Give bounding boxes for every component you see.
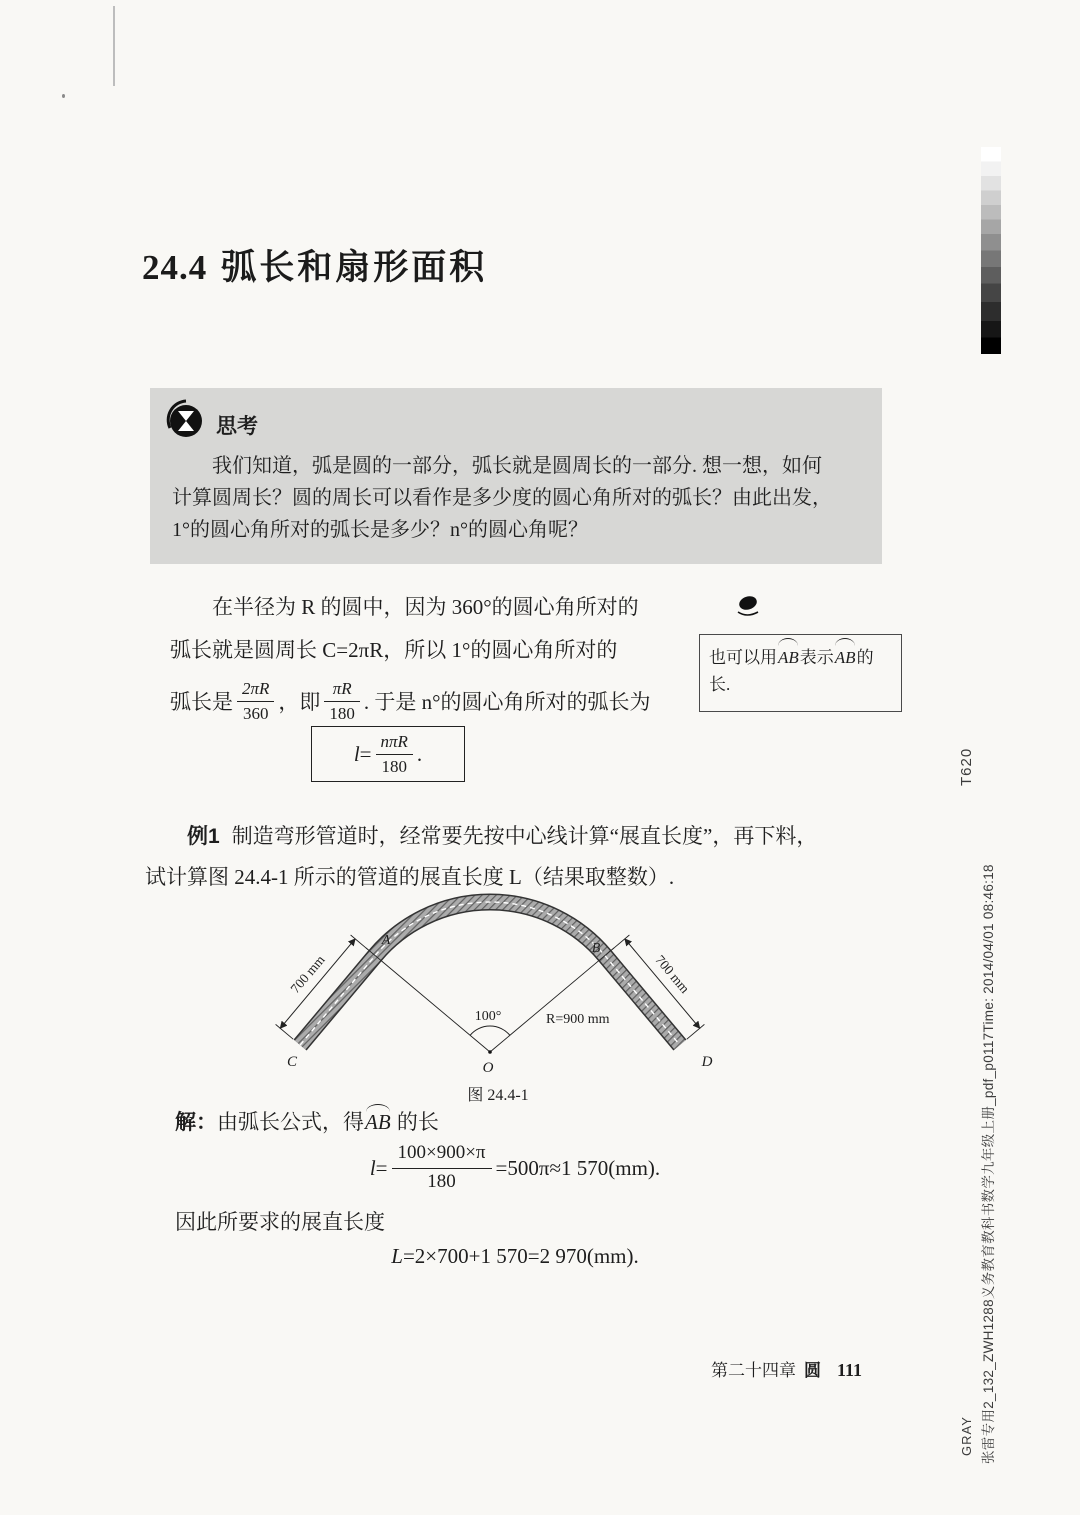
section-number: 24.4 — [142, 248, 208, 287]
body-paragraph — [170, 586, 695, 730]
solution-arc-ab: AB — [365, 1110, 391, 1134]
body-line-3 — [170, 672, 695, 730]
figure-caption: 图 24.4-1 — [467, 1087, 529, 1104]
scan-artifact-dot — [62, 94, 65, 98]
page-footer — [580, 1356, 862, 1381]
formula-period: . — [416, 741, 423, 766]
solution-intro-text: 由弧长公式，得 — [217, 1110, 364, 1134]
watermark-stamp: 张雷专用2_132_ZWH1288义务教育教科书数学九年级上册_pdf_p0117Time: 2014/04/01 08:46:18 — [981, 864, 996, 1464]
radius-line-OA — [366, 948, 490, 1052]
radius-label: R=900 mm — [546, 1012, 610, 1027]
note-post: 的长. — [709, 648, 874, 694]
formula-lhs: l — [353, 741, 360, 766]
margin-note — [699, 634, 902, 712]
solution-line-2: 因此所要求的展直长度 — [175, 1210, 385, 1234]
example-line-1 — [145, 816, 897, 857]
eq1-rhs: =500π≈1 570(mm). — [495, 1155, 661, 1180]
example-line1-text: 制造弯形管道时，经常要先按中心线计算“展直长度”，再下料， — [231, 824, 818, 848]
arc-length-formula-box — [311, 726, 465, 782]
footer-chapter: 第二十四章 — [710, 1361, 796, 1380]
point-label-D: D — [701, 1054, 713, 1070]
center-point-O — [488, 1050, 492, 1054]
eq1-lhs: l — [369, 1155, 376, 1180]
doodle-bug-icon — [733, 592, 763, 622]
ext-tick-B — [612, 935, 630, 950]
think-body-text: 我们知道，弧是圆的一部分，弧长就是圆周长的一部分. 想一想，如何计算圆周长？圆的周长可以看作是多少度的圆心角所对的弧长？由此出发，1°的圆心角所对的弧长是多少？n°的圆心角呢？ — [172, 455, 832, 541]
note-pre: 也可以用 — [709, 648, 777, 667]
pipe-figure — [268, 882, 728, 1080]
solution-equation-1 — [140, 1136, 890, 1200]
body-line3-pre: 弧长是 — [170, 690, 233, 714]
note-arc-ab-1: AB — [777, 644, 800, 671]
formula-fraction: $\frac{\text{nπR}}{180}$ — [376, 731, 413, 776]
section-title — [142, 240, 487, 290]
eq1-fraction: $\frac{100\times 900\times\pi}{180}$ — [392, 1142, 492, 1194]
solution-equation-2 — [140, 1244, 890, 1269]
footer-page-number: 111 — [836, 1360, 862, 1380]
sidebar-code: T620 — [958, 747, 975, 786]
eq2-lhs: L — [391, 1244, 403, 1268]
dim-label-left: 700 mm — [287, 952, 328, 997]
example-line-2: 试计算图 24.4-1 所示的管道的展直长度 L（结果取整数）. — [145, 865, 675, 889]
gray-mode-label: GRAY — [959, 1416, 974, 1456]
eq1-equals: = — [375, 1155, 388, 1180]
example-label: 例1 — [187, 825, 220, 848]
note-mid: 表示 — [799, 648, 834, 667]
scan-artifact-line — [113, 6, 115, 86]
point-label-O: O — [482, 1060, 494, 1076]
formula-equals: = — [359, 741, 372, 766]
think-icon — [164, 398, 208, 442]
section-title-text: 弧长和扇形面积 — [221, 248, 488, 287]
angle-label: 100° — [474, 1009, 502, 1024]
dim-label-right: 700 mm — [652, 952, 693, 997]
grayscale-calibration-bar — [981, 147, 1001, 354]
eq2-rest: =2×700+1 570=2 970(mm). — [402, 1244, 639, 1268]
point-label-B: B — [591, 941, 601, 956]
point-label-C: C — [286, 1054, 298, 1070]
note-arc-ab-2: AB — [834, 644, 857, 671]
radius-line-OB — [490, 948, 614, 1052]
ext-tick-A — [351, 935, 369, 950]
fraction-piR-180: $\frac{\pi R}{180}$ — [324, 678, 360, 723]
think-heading: 思考 — [216, 415, 258, 438]
solution-jie: 解： — [175, 1111, 217, 1134]
body-line-1: 在半径为 R 的圆中，因为 360°的圆心角所对的 — [212, 595, 639, 619]
solution-intro-tail: 的长 — [391, 1110, 439, 1134]
fraction-2piR-360: $\frac{2\pi R}{360}$ — [237, 678, 274, 723]
footer-book: 圆 — [803, 1361, 821, 1380]
body-line3-post: . 于是 n°的圆心角所对的弧长为 — [363, 690, 651, 714]
think-box — [150, 388, 882, 564]
solution-intro — [175, 1106, 439, 1136]
ext-tick-D — [687, 1024, 705, 1039]
angle-arc — [470, 1026, 510, 1035]
ext-tick-C — [276, 1024, 294, 1039]
body-line3-mid: ，即 — [278, 690, 321, 714]
body-line-2: 弧长就是圆周长 C=2πR，所以 1°的圆心角所对的 — [170, 638, 618, 662]
point-label-A: A — [381, 933, 391, 948]
